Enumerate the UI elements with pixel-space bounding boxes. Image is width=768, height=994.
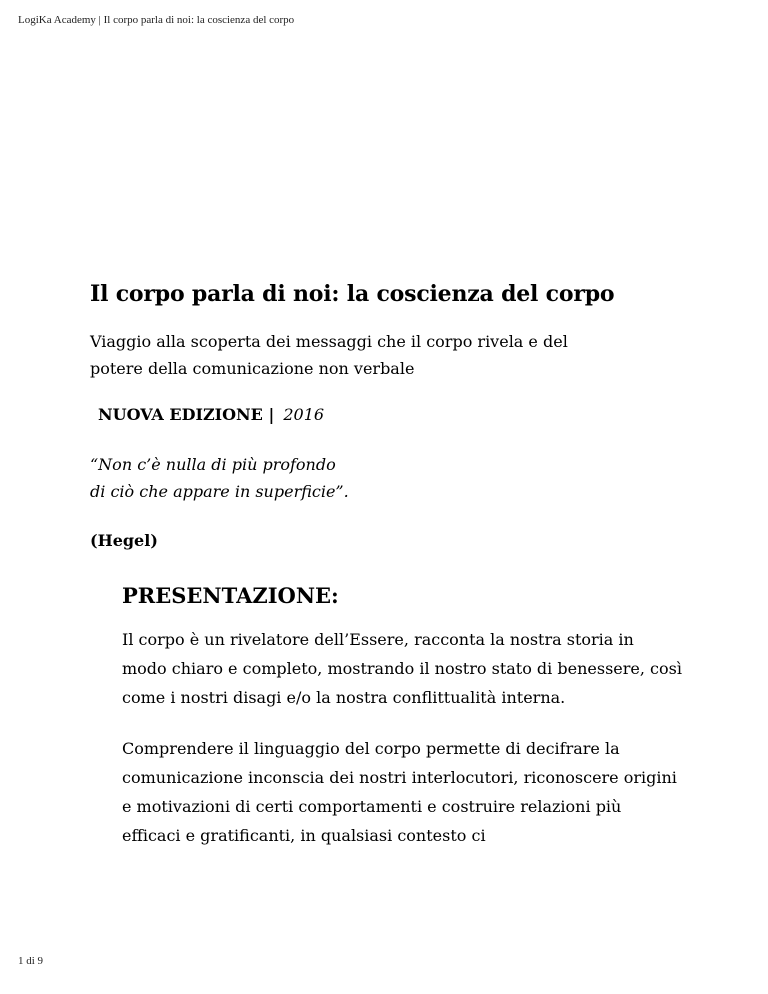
subtitle: Viaggio alla scoperta dei messaggi che il corpo rivela e del potere della comunicazione non verbale	[90, 332, 568, 378]
edition-year: 2016	[283, 405, 325, 424]
edition-label: NUOVA EDIZIONE |	[98, 405, 275, 424]
quote-author: (Hegel)	[90, 531, 158, 550]
page-title: Il corpo parla di noi: la coscienza del corpo	[90, 281, 615, 307]
print-header: LogiKa Academy | Il corpo parla di noi: la coscienza del corpo	[18, 14, 295, 26]
page-number: 1 di 9	[18, 955, 44, 967]
section-heading: PRESENTAZIONE:	[122, 583, 339, 608]
presentation-section	[122, 581, 682, 850]
quote-line-2: di ciò che appare in superficie”.	[90, 482, 349, 501]
quote	[90, 451, 690, 505]
document-body	[90, 278, 690, 850]
edition-line	[98, 403, 690, 427]
paragraph: Comprendere il linguaggio del corpo permette di decifrare la comunicazione inconscia dei nostri interlocutori, riconoscere origini e motivazioni di certi comportamenti e costruire relazioni più efficaci e gratificanti, in qualsiasi contesto ci	[122, 739, 677, 845]
quote-line-1: “Non c’è nulla di più profondo	[90, 455, 336, 474]
paragraph: Il corpo è un rivelatore dell’Essere, racconta la nostra storia in modo chiaro e completo, mostrando il nostro stato di benessere, così come i nostri disagi e/o la nostra conflittualità interna.	[122, 630, 682, 707]
